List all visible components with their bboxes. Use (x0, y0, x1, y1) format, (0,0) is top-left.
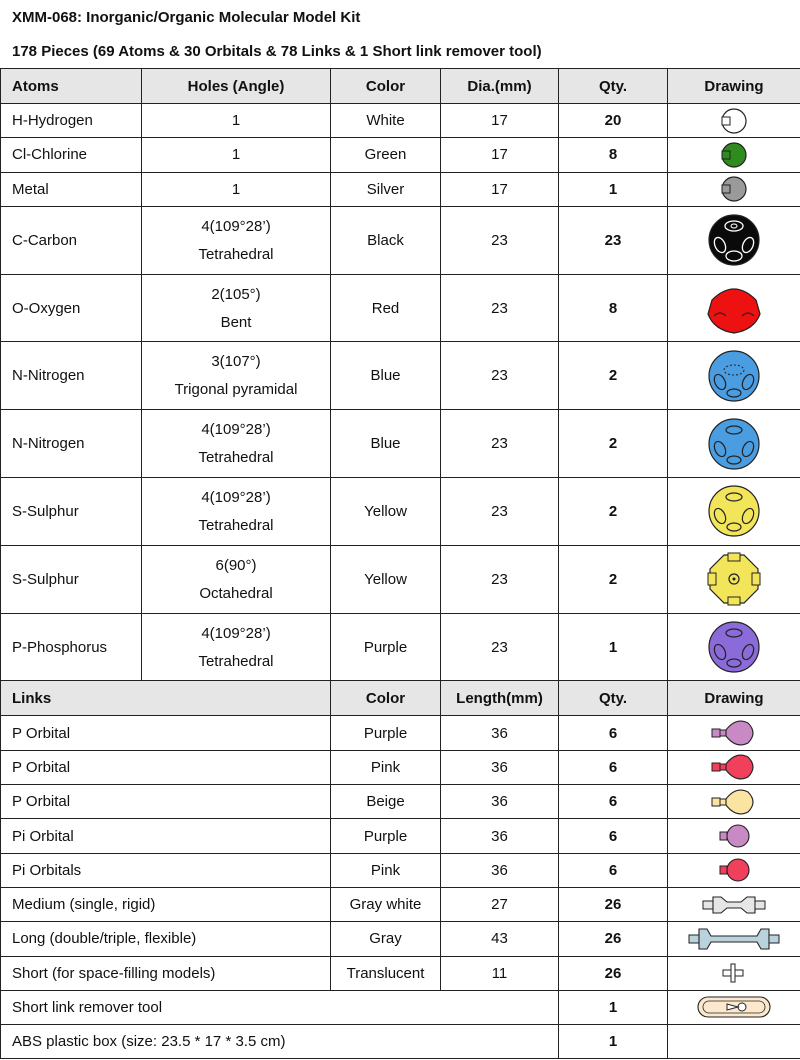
link-qty-header: Qty. (559, 681, 668, 716)
atom-color: Purple (331, 613, 441, 681)
chlorine-atom-icon (719, 141, 749, 169)
length-header: Length(mm) (441, 681, 559, 716)
atom-qty: 2 (559, 478, 668, 546)
link-length: 27 (441, 887, 559, 921)
table-row (1, 410, 800, 478)
link-color-header: Color (331, 681, 441, 716)
link-color: Purple (331, 819, 441, 853)
link-length: 36 (441, 750, 559, 784)
link-qty: 6 (559, 819, 668, 853)
table-row (1, 956, 800, 990)
atom-name: O-Oxygen (1, 274, 142, 342)
remover-tool-icon (695, 993, 773, 1021)
drawing-header: Drawing (668, 69, 800, 104)
atom-diameter: 17 (441, 138, 559, 172)
atom-color: White (331, 104, 441, 138)
table-row (1, 342, 800, 410)
atom-name: C-Carbon (1, 206, 142, 274)
link-name: Pi Orbital (1, 819, 331, 853)
atom-name: N-Nitrogen (1, 342, 142, 410)
link-qty: 26 (559, 922, 668, 956)
table-row (1, 990, 800, 1024)
atom-color: Blue (331, 342, 441, 410)
atom-holes: 3(107°) Trigonal pyramidal (142, 342, 331, 410)
atom-name: H-Hydrogen (1, 104, 142, 138)
link-name: P Orbital (1, 750, 331, 784)
short-link-icon (719, 959, 749, 987)
nitrogen-tetrahedral-atom-icon (706, 416, 762, 472)
atom-name: Metal (1, 172, 142, 206)
link-name: Long (double/triple, flexible) (1, 922, 331, 956)
link-length: 36 (441, 716, 559, 750)
atom-name: N-Nitrogen (1, 410, 142, 478)
link-length: 36 (441, 853, 559, 887)
table-row (1, 887, 800, 921)
link-name: Short (for space-filling models) (1, 956, 331, 990)
table-row (1, 172, 800, 206)
atom-color: Red (331, 274, 441, 342)
atom-holes: 6(90°) Octahedral (142, 545, 331, 613)
atom-qty: 2 (559, 545, 668, 613)
atom-qty: 2 (559, 342, 668, 410)
link-name: Medium (single, rigid) (1, 887, 331, 921)
atom-diameter: 23 (441, 613, 559, 681)
link-color: Pink (331, 853, 441, 887)
atom-qty: 8 (559, 274, 668, 342)
atom-diameter: 23 (441, 206, 559, 274)
extra-name: Short link remover tool (1, 990, 559, 1024)
atom-qty: 20 (559, 104, 668, 138)
table-row (1, 1025, 800, 1059)
sulphur-octahedral-atom-icon (706, 551, 762, 607)
atom-holes: 4(109°28’) Tetrahedral (142, 613, 331, 681)
atom-color: Blue (331, 410, 441, 478)
page-title: XMM-068: Inorganic/Organic Molecular Model Kit (12, 9, 361, 26)
table-row (1, 750, 800, 784)
link-length: 43 (441, 922, 559, 956)
atom-holes: 4(109°28’) Tetrahedral (142, 478, 331, 546)
extra-qty: 1 (559, 990, 668, 1024)
medium-link-icon (699, 891, 769, 919)
link-qty: 6 (559, 853, 668, 887)
qty-header: Qty. (559, 69, 668, 104)
phosphorus-atom-icon (706, 619, 762, 675)
atom-name: Cl-Chlorine (1, 138, 142, 172)
link-qty: 6 (559, 750, 668, 784)
link-qty: 26 (559, 887, 668, 921)
atom-name: P-Phosphorus (1, 613, 142, 681)
links-header-row (1, 681, 800, 716)
table-row (1, 274, 800, 342)
atom-holes: 4(109°28’) Tetrahedral (142, 206, 331, 274)
atom-qty: 2 (559, 410, 668, 478)
link-name: Pi Orbitals (1, 853, 331, 887)
atom-diameter: 23 (441, 545, 559, 613)
link-color: Pink (331, 750, 441, 784)
link-color: Gray white (331, 887, 441, 921)
atom-holes: 1 (142, 104, 331, 138)
table-row (1, 853, 800, 887)
links-header: Links (1, 681, 331, 716)
link-qty: 26 (559, 956, 668, 990)
atom-diameter: 23 (441, 274, 559, 342)
link-length: 36 (441, 785, 559, 819)
table-row (1, 785, 800, 819)
link-color: Purple (331, 716, 441, 750)
atom-color: Black (331, 206, 441, 274)
nitrogen-trigonal-atom-icon (706, 348, 762, 404)
table-row (1, 613, 800, 681)
atom-diameter: 23 (441, 342, 559, 410)
link-length: 11 (441, 956, 559, 990)
beige-p-orbital-icon (706, 788, 762, 816)
link-length: 36 (441, 819, 559, 853)
atom-qty: 8 (559, 138, 668, 172)
atom-diameter: 17 (441, 172, 559, 206)
atom-color: Silver (331, 172, 441, 206)
color-header: Color (331, 69, 441, 104)
link-qty: 6 (559, 785, 668, 819)
link-qty: 6 (559, 716, 668, 750)
atom-qty: 1 (559, 172, 668, 206)
diameter-header: Dia.(mm) (441, 69, 559, 104)
atom-qty: 23 (559, 206, 668, 274)
table-row (1, 138, 800, 172)
table-row (1, 819, 800, 853)
table-row (1, 478, 800, 546)
pink-pi-orbital-icon (706, 856, 762, 884)
link-name: P Orbital (1, 716, 331, 750)
long-link-icon (687, 925, 781, 953)
atom-qty: 1 (559, 613, 668, 681)
oxygen-atom-icon (706, 280, 762, 336)
extra-qty: 1 (559, 1025, 668, 1059)
extra-name: ABS plastic box (size: 23.5 * 17 * 3.5 cm) (1, 1025, 559, 1059)
atom-diameter: 17 (441, 104, 559, 138)
link-color: Gray (331, 922, 441, 956)
atom-holes: 1 (142, 172, 331, 206)
table-row (1, 104, 800, 138)
metal-atom-icon (719, 175, 749, 203)
atom-holes: 2(105°) Bent (142, 274, 331, 342)
atom-color: Yellow (331, 545, 441, 613)
atom-name: S-Sulphur (1, 545, 142, 613)
page-subtitle: 178 Pieces (69 Atoms & 30 Orbitals & 78 Links & 1 Short link remover tool) (12, 43, 542, 60)
atom-holes: 1 (142, 138, 331, 172)
purple-p-orbital-icon (706, 719, 762, 747)
pink-p-orbital-icon (706, 753, 762, 781)
atom-name: S-Sulphur (1, 478, 142, 546)
atom-color: Yellow (331, 478, 441, 546)
link-name: P Orbital (1, 785, 331, 819)
carbon-atom-icon (706, 212, 762, 268)
holes-header: Holes (Angle) (142, 69, 331, 104)
atom-color: Green (331, 138, 441, 172)
atoms-header-row (1, 69, 800, 104)
atoms-header: Atoms (1, 69, 142, 104)
table-row (1, 922, 800, 956)
purple-pi-orbital-icon (706, 822, 762, 850)
atom-holes: 4(109°28’) Tetrahedral (142, 410, 331, 478)
sulphur-tetrahedral-atom-icon (706, 483, 762, 539)
link-color: Beige (331, 785, 441, 819)
table-row (1, 716, 800, 750)
atom-diameter: 23 (441, 410, 559, 478)
atom-diameter: 23 (441, 478, 559, 546)
link-drawing-header: Drawing (668, 681, 800, 716)
parts-table (0, 68, 800, 1059)
table-row (1, 206, 800, 274)
table-row (1, 545, 800, 613)
hydrogen-atom-icon (719, 107, 749, 135)
link-color: Translucent (331, 956, 441, 990)
